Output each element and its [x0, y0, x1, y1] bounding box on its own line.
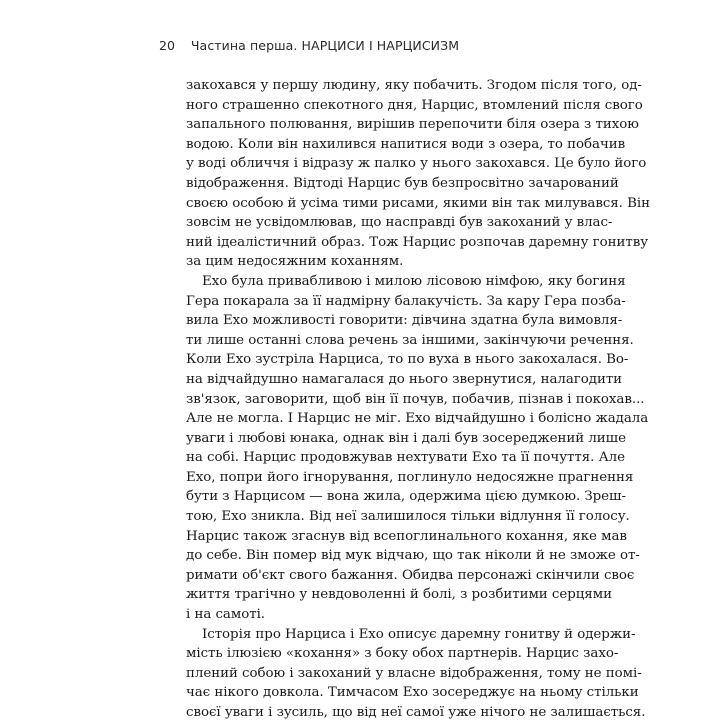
- paragraph-echo: [186, 272, 649, 625]
- text-line: життя трагічно у невдоволенні й болі, з розбитими серцями: [186, 587, 612, 603]
- text-line: зовсім не усвідомлював, що насправді був закоханий у влас-: [186, 215, 613, 231]
- text-line: своєю особою й усіма тими рисами, якими він так милувався. Він: [186, 195, 650, 211]
- text-line: Гера покарала за її надмірну балакучість. За кару Гера позба-: [186, 293, 626, 309]
- section-title: Частина перша. НАРЦИСИ І НАРЦИСИЗМ: [190, 38, 460, 53]
- text-line: Коли Ехо зустріла Нарциса, то по вуха в нього закохалася. Во-: [186, 352, 629, 368]
- text-line: Ехо, попри його ігнорування, поглинуло недосяжне прагнення: [186, 469, 634, 485]
- text-line: на відчайдушно намагалася до нього звернутися, налагодити: [186, 371, 623, 387]
- text-line: бути з Нарцисом — вона жила, одержима цією думкою. Зреш-: [186, 489, 626, 505]
- text-line: запального полювання, вирішив перепочити біля озера з тихою: [186, 117, 639, 133]
- text-line: плений собою і закоханий у власне відображення, тому не помі-: [186, 665, 642, 681]
- text-line: до себе. Він помер від мук відчаю, що так ніколи й не зможе от-: [186, 548, 640, 564]
- text-line: уваги і любові юнака, однак він і далі був зосереджений лише: [186, 430, 626, 446]
- text-line: і на самоті.: [186, 607, 266, 623]
- text-line: Історія про Нарциса і Ехо описує даремну гонитву й одержи-: [202, 626, 636, 642]
- body-text: [186, 76, 650, 723]
- page-number: 20: [159, 38, 175, 53]
- text-line: ний ідеалістичний образ. Тож Нарцис розпочав даремну гонитву: [186, 234, 649, 250]
- text-line: відображення. Відтоді Нарцис був безпросвітно зачарований: [186, 175, 619, 191]
- text-line: Але не могла. І Нарцис не міг. Ехо відчайдушно і болісно жадала: [186, 411, 649, 427]
- paragraph-story-summary: [186, 625, 646, 723]
- text-line: вила Ехо можливості говорити: дівчина здатна була вимовля-: [186, 313, 623, 329]
- text-line: чає нікого довкола. Тимчасом Ехо зосереджує на ньому стільки: [186, 685, 639, 701]
- text-line: римати об'єкт свого бажання. Обидва персонажі скінчили своє: [186, 567, 635, 583]
- text-line: своєї уваги і зусиль, що від неї самої уже нічого не залишається.: [186, 705, 646, 720]
- text-line: водою. Коли він нахилився напитися води з озера, то побачив: [186, 136, 626, 152]
- text-line: мість ілюзією «кохання» з боку обох партнерів. Нарцис захо-: [186, 646, 619, 662]
- text-line: ти лише останні слова речень за іншими, закінчуючи речення.: [186, 332, 634, 348]
- text-line: на собі. Нарцис продовжував нехтувати Ехо та її почуття. Але: [186, 450, 626, 466]
- text-line: у воді обличчя і відразу ж палко у нього закохався. Це було його: [186, 156, 647, 172]
- text-line: Ехо була привабливою і милою лісовою німфою, яку богиня: [202, 273, 626, 289]
- text-line: за цим недосяжним коханням.: [186, 254, 404, 270]
- running-header: [159, 38, 559, 53]
- text-line: тою, Ехо зникла. Від неї залишилося тільки відлуння її голосу.: [186, 509, 630, 525]
- text-line: зв'язок, заговорити, щоб він її почув, побачив, пізнав і покохав...: [186, 391, 645, 407]
- paragraph-narcissus: [186, 76, 650, 272]
- text-line: закохався у першу людину, яку побачить. Згодом після того, од-: [186, 78, 642, 93]
- text-line: ного страшенно спекотного дня, Нарцис, втомлений після свого: [186, 97, 643, 113]
- text-line: Нарцис також згаснув від всепоглинального кохання, яке мав: [186, 528, 627, 544]
